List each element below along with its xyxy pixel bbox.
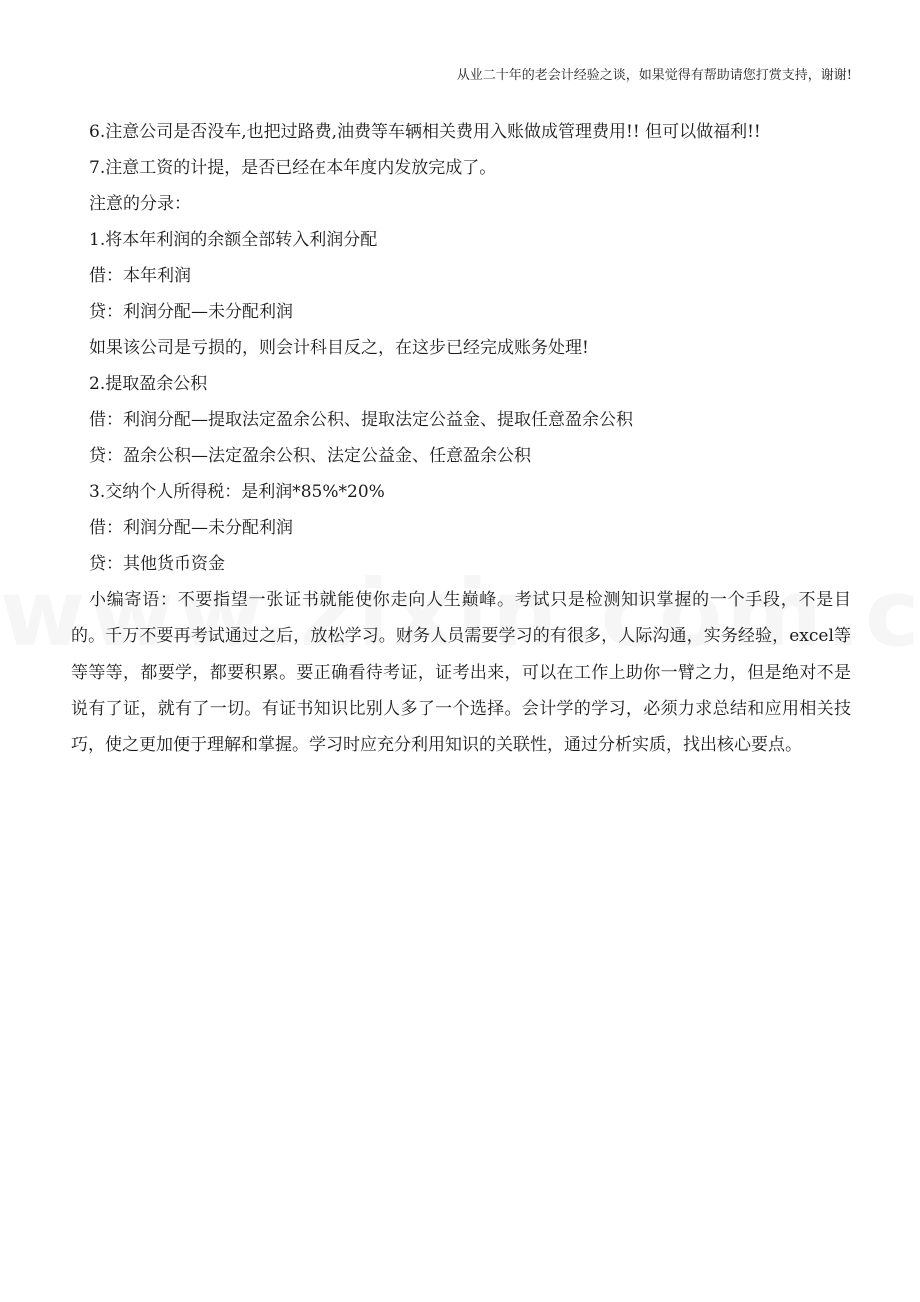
body-line-6: 6.注意公司是否没车,也把过路费,油费等车辆相关费用入账做成管理费用!! 但可以做福利!! bbox=[89, 122, 761, 142]
entries-heading: 注意的分录： bbox=[89, 194, 191, 214]
entry-1-title: 1.将本年利润的余额全部转入利润分配 bbox=[89, 230, 378, 250]
entry-2-debit: 借：利润分配—提取法定盈余公积、提取法定公益金、提取任意盈余公积 bbox=[89, 410, 633, 430]
closing-paragraph: 小编寄语：不要指望一张证书就能使你走向人生巅峰。考试只是检测知识掌握的一个手段，不是目的。千万不要再考试通过之后，放松学习。财务人员需要学习的有很多，人际沟通，实务经验，excel等等等等，都要学，都要积累。要正确看待考证，证考出来，可以在工作上助你一臂之力，但是绝对不是说有了证，就有了一切。有证书知识比别人多了一个选择。会计学的学习，必须力求总结和应用相关技巧，使之更加便于理解和掌握。学习时应充分利用知识的关联性，通过分析实质，找出核心要点。 bbox=[71, 590, 851, 756]
entry-2-credit: 贷：盈余公积—法定盈余公积、法定公益金、任意盈余公积 bbox=[89, 446, 531, 466]
header-note: 从业二十年的老会计经验之谈，如果觉得有帮助请您打赏支持，谢谢! bbox=[456, 68, 852, 83]
entry-1-credit: 贷：利润分配—未分配利润 bbox=[89, 302, 293, 322]
entry-3-title: 3.交纳个人所得税：是利润*85%*20% bbox=[89, 482, 385, 502]
entry-1-debit: 借：本年利润 bbox=[89, 266, 191, 286]
body-line-7: 7.注意工资的计提，是否已经在本年度内发放完成了。 bbox=[89, 158, 497, 178]
entry-3-debit: 借：利润分配—未分配利润 bbox=[89, 518, 293, 538]
entry-1-note: 如果该公司是亏损的，则会计科目反之，在这步已经完成账务处理! bbox=[89, 338, 589, 358]
document-body bbox=[71, 114, 851, 763]
entry-2-title: 2.提取盈余公积 bbox=[89, 374, 208, 394]
entry-3-credit: 贷：其他货币资金 bbox=[89, 554, 225, 574]
